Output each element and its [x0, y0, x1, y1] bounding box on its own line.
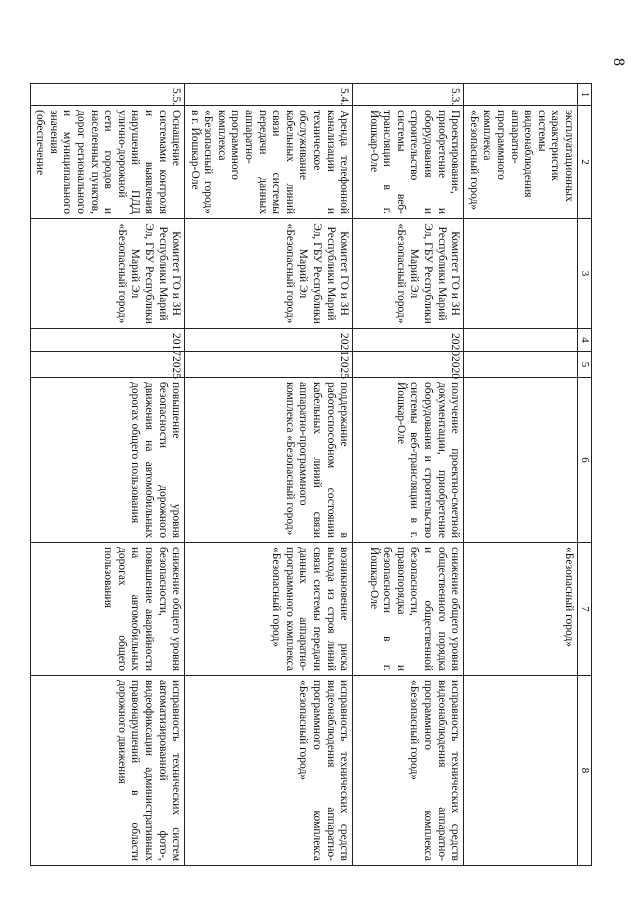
start-year: 2021 — [185, 329, 353, 352]
row-number: 5.5. — [30, 84, 185, 106]
row-number: 5.4. — [185, 84, 353, 106]
continued-measure-name: эксплуатационных характеристик системы видеонаблюдения аппаратно-программного комплекса «Безопасный город» — [464, 106, 578, 219]
executor: Комитет ГО и ЗН Республики Марий Эл, ГБУ Республики Марий Эл «Безопасный город» — [185, 219, 353, 329]
col-header-1: 1 — [578, 84, 592, 106]
end-year: 2025 — [185, 352, 353, 378]
page-number: 8 — [610, 58, 627, 66]
table-row — [185, 84, 353, 866]
table-row-continuation — [464, 84, 578, 866]
table-row — [353, 84, 464, 866]
col-header-6: 6 — [578, 378, 592, 543]
measure-name: Проектирование, приобретение и оборудования и строительство системы веб-трансляции в г. Йошкар-Оле — [353, 106, 464, 219]
continued-risk-text: «Безопасный город» — [464, 543, 578, 676]
non-implementation-risk: снижение общего уровня безопасности, повышение аварийности на автомобильных дорогах общего пользования — [30, 543, 185, 676]
row-number: 5.3. — [353, 84, 464, 106]
col-header-3: 3 — [578, 219, 592, 329]
executor: Комитет ГО и ЗН Республики Марий Эл, ГБУ Республики Марий Эл «Безопасный город» — [30, 219, 185, 329]
col-header-4: 4 — [578, 329, 592, 352]
start-year: 2017 — [30, 329, 185, 352]
related-indicator: исправность технических средств видеонаблюдения аппаратно-программного комплекса «Безопасный город» — [185, 676, 353, 866]
col-header-7: 7 — [578, 543, 592, 676]
col-header-5: 5 — [578, 352, 592, 378]
measure-name: Оснащение системами контроля и выявления нарушений ПДД улично-дорожной сети городов и населенных пунктов, дорог регионального и муниципального значения (обеспечение — [30, 106, 185, 219]
col-header-2: 2 — [578, 106, 592, 219]
executor: Комитет ГО и ЗН Республики Марий Эл, ГБУ Республики Марий Эл «Безопасный город» — [353, 219, 464, 329]
measures-table — [30, 83, 592, 866]
start-year: 2020 — [353, 329, 464, 352]
non-implementation-risk: возникновение риска выхода из строя линий связи системы передачи данных аппаратно-программного комплекса «Безопасный город» — [185, 543, 353, 676]
related-indicator: исправность технических средств видеонаблюдения аппаратно-программного комплекса «Безопасный город» — [353, 676, 464, 866]
end-year: 2020 — [353, 352, 464, 378]
measure-name: Аренда телефонной канализации и техническое обслуживание кабельных линий связи системы передачи данных аппаратно-программного комплекса «Безопасный город» в г. Йошкар-Оле — [185, 106, 353, 219]
column-number-row — [578, 84, 592, 866]
expected-result: получение проектно-сметной документации, приобретение оборудования и строительство системы веб-трансляции в г. Йошкар-Оле — [353, 378, 464, 543]
col-header-8: 8 — [578, 676, 592, 866]
table-row — [30, 84, 185, 866]
expected-result: поддержание в работоспособном состоянии кабельных линий связи аппаратно-программного комплекса «Безопасный город» — [185, 378, 353, 543]
expected-result: повышение уровня безопасности дорожного движения на автомобильных дорогах общего пользования — [30, 378, 185, 543]
related-indicator: исправность технических систем автоматизированной фото-, видеофиксации административных правонарушений в области дорожного движения — [30, 676, 185, 866]
non-implementation-risk: снижение общего уровня общественного порядка и общественной безопасности, правопорядка и безопасности в г. Йошкар-Оле — [353, 543, 464, 676]
end-year: 2025 — [30, 352, 185, 378]
